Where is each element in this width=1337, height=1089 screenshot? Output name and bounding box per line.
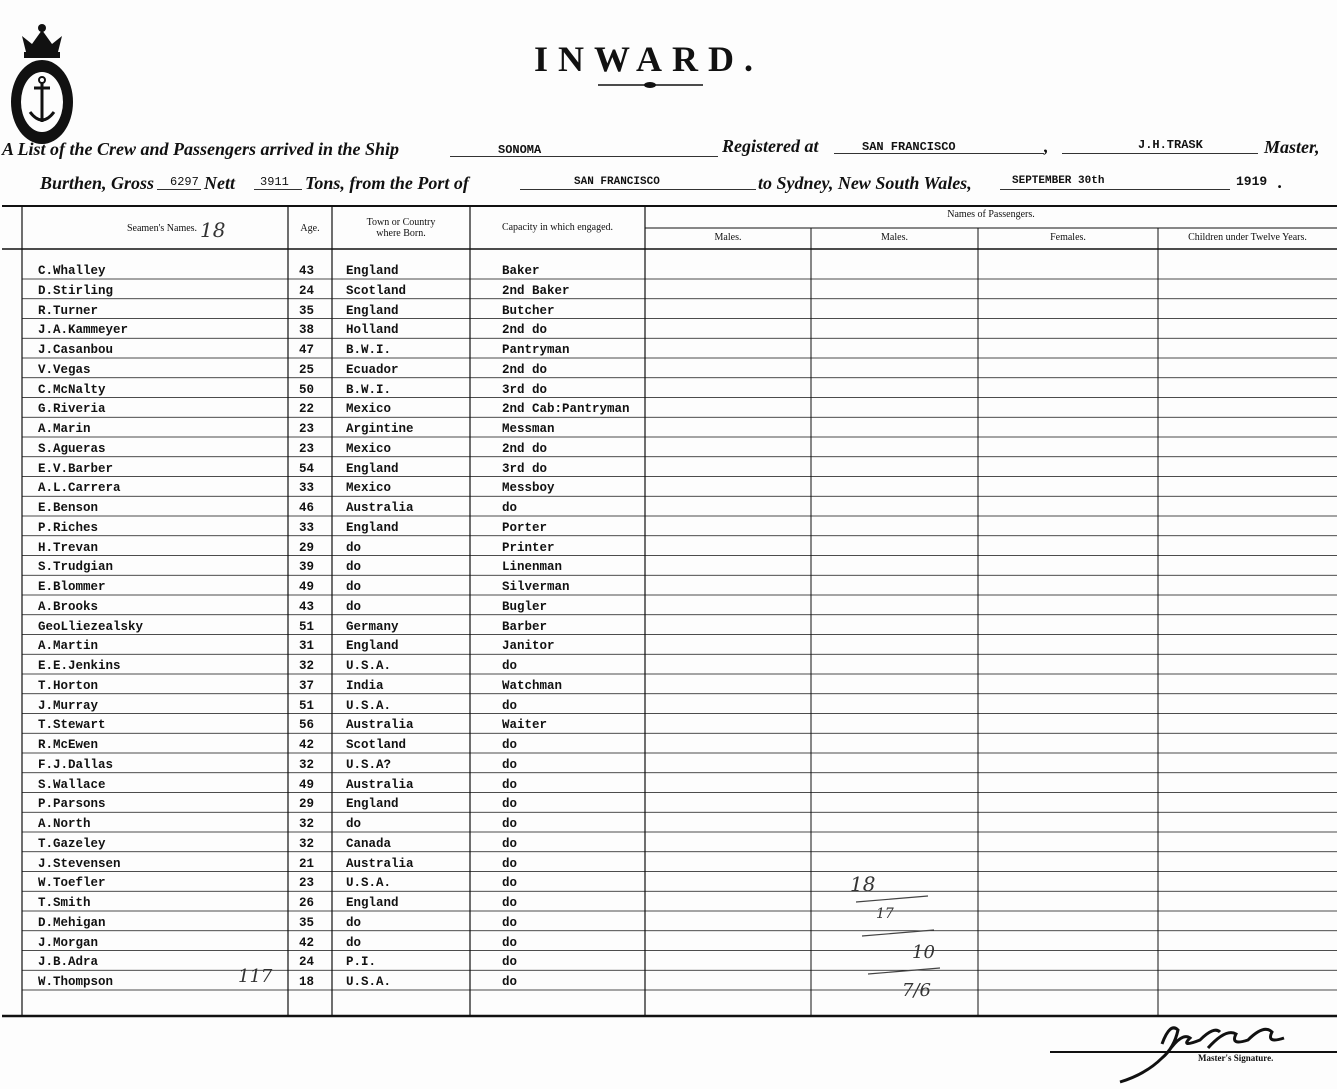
crew-row <box>2 481 1337 501</box>
crew-capacity: Barber <box>502 619 548 634</box>
crew-row <box>2 936 1337 956</box>
crew-age: 29 <box>299 797 315 812</box>
crew-born: England <box>346 264 399 278</box>
crew-rows <box>2 204 1337 1018</box>
crew-capacity: do <box>502 817 518 831</box>
crew-row <box>2 323 1337 343</box>
crew-born: do <box>346 599 362 614</box>
crew-row <box>2 343 1337 363</box>
crew-capacity: do <box>502 836 518 851</box>
crew-row <box>2 580 1337 600</box>
crew-age: 39 <box>299 560 315 575</box>
crew-name: A.Brooks <box>38 599 99 614</box>
col-header-children: Children under Twelve Years. <box>1188 232 1307 243</box>
crew-row <box>2 521 1337 541</box>
crew-row <box>2 442 1337 462</box>
master-name-value: J.H.TRASK <box>1138 138 1203 152</box>
col-header-males-2: Males. <box>881 232 908 243</box>
crew-age: 50 <box>299 382 315 397</box>
ship-name-line <box>450 142 718 157</box>
crew-name: D.Mehigan <box>38 915 106 930</box>
crew-capacity: Janitor <box>502 639 555 654</box>
crew-age: 32 <box>299 817 315 831</box>
crew-age: 22 <box>299 402 315 417</box>
crew-row <box>2 541 1337 561</box>
crew-born: Canada <box>346 836 392 851</box>
crew-name: V.Vegas <box>38 362 91 377</box>
crew-capacity: 2nd do <box>502 323 548 338</box>
crew-row <box>2 758 1337 778</box>
crew-row <box>2 916 1337 936</box>
col-header-seamen-names: Seamen's Names. <box>126 223 198 234</box>
pencil-tally-1: 18 <box>850 872 876 896</box>
crew-name: A.Marin <box>38 422 91 436</box>
crew-born: Mexico <box>346 402 392 417</box>
crew-name: E.E.Jenkins <box>38 659 121 673</box>
crew-table <box>2 204 1337 1018</box>
crew-age: 26 <box>299 896 315 910</box>
crew-name: T.Gazeley <box>38 836 106 851</box>
crew-age: 56 <box>299 718 315 733</box>
crew-capacity: do <box>502 975 518 989</box>
crew-capacity: Linenman <box>502 560 563 575</box>
date-value: SEPTEMBER 30th <box>1012 175 1105 187</box>
header-list-label: A List of the Crew and Passengers arrived in the Ship <box>2 139 400 159</box>
col-header-females: Females. <box>1050 232 1086 243</box>
crew-capacity: 2nd Cab:Pantryman <box>502 402 630 417</box>
crew-age: 32 <box>299 757 315 772</box>
crew-row <box>2 560 1337 580</box>
registered-comma: , <box>1044 136 1049 156</box>
crew-row <box>2 422 1337 442</box>
registered-label: Registered at <box>722 136 819 156</box>
crew-capacity: Pantryman <box>502 343 570 357</box>
crew-born: England <box>346 797 399 812</box>
ship-name-value: SONOMA <box>498 143 542 157</box>
col-header-age: Age. <box>300 223 320 234</box>
crew-age: 33 <box>299 520 315 535</box>
crew-capacity: do <box>502 856 518 871</box>
crew-born: Ecuador <box>346 362 399 377</box>
crew-row <box>2 955 1337 975</box>
crew-row <box>2 778 1337 798</box>
pencil-count-header: 18 <box>200 218 226 242</box>
crew-born: England <box>346 303 399 318</box>
crew-name: E.Blommer <box>38 580 106 594</box>
crew-capacity: do <box>502 955 518 970</box>
crew-name: C.Whalley <box>38 264 106 278</box>
crew-born: Australia <box>346 777 414 792</box>
crew-age: 43 <box>299 599 315 614</box>
crew-capacity: do <box>502 757 518 772</box>
crew-row <box>2 659 1337 679</box>
crew-born: U.S.A. <box>346 659 392 673</box>
crew-row <box>2 304 1337 324</box>
crew-age: 51 <box>299 619 315 634</box>
crew-name: F.J.Dallas <box>38 757 114 772</box>
crew-age: 54 <box>299 461 315 476</box>
pencil-count-bottom: 117 <box>238 966 273 987</box>
nett-label: Nett <box>204 173 235 193</box>
crew-capacity: do <box>502 915 518 930</box>
crew-row <box>2 699 1337 719</box>
crew-age: 24 <box>299 283 315 298</box>
sydney-label: to Sydney, New South Wales, <box>758 173 972 193</box>
crew-born: P.I. <box>346 955 377 970</box>
crew-born: England <box>346 461 399 476</box>
crew-capacity: do <box>502 896 518 910</box>
pencil-tally-3: 10 <box>912 942 935 963</box>
crew-row <box>2 975 1337 995</box>
crew-name: A.North <box>38 817 91 831</box>
crew-born: Australia <box>346 501 414 515</box>
master-signature <box>1050 1018 1337 1089</box>
crew-name: J.Stevensen <box>38 856 121 871</box>
col-header-capacity: Capacity in which engaged. <box>501 222 614 233</box>
crew-name: T.Stewart <box>38 718 106 733</box>
crew-name: P.Parsons <box>38 797 106 812</box>
crew-capacity: Porter <box>502 520 548 535</box>
crew-row <box>2 462 1337 482</box>
crew-capacity: do <box>502 935 518 950</box>
crew-born: do <box>346 560 362 575</box>
crew-capacity: Baker <box>502 264 540 278</box>
crew-name: E.Benson <box>38 501 99 515</box>
crew-born: do <box>346 817 362 831</box>
crew-age: 32 <box>299 836 315 851</box>
crew-row <box>2 639 1337 659</box>
crew-born: Australia <box>346 718 414 733</box>
crew-capacity: 3rd do <box>502 382 548 397</box>
crew-born: Mexico <box>346 481 392 496</box>
crew-capacity: 2nd Baker <box>502 283 570 298</box>
crew-born: Mexico <box>346 441 392 456</box>
crew-age: 32 <box>299 659 315 673</box>
crew-age: 43 <box>299 264 315 278</box>
crew-name: R.McEwen <box>38 738 99 752</box>
crew-born: Holland <box>346 323 399 338</box>
crew-capacity: do <box>502 876 518 891</box>
crew-born: B.W.I. <box>346 343 392 357</box>
master-signature-label: Master's Signature. <box>1198 1053 1274 1063</box>
crew-capacity: do <box>502 797 518 812</box>
crew-age: 42 <box>299 738 315 752</box>
crew-born: Australia <box>346 856 414 871</box>
crew-row <box>2 738 1337 758</box>
crew-name: S.Trudgian <box>38 560 114 575</box>
crew-capacity: 2nd do <box>502 362 548 377</box>
crew-capacity: 3rd do <box>502 461 548 476</box>
crew-capacity: do <box>502 698 518 713</box>
crew-row <box>2 679 1337 699</box>
crew-born: England <box>346 639 399 654</box>
col-header-males-1: Males. <box>714 232 742 243</box>
crew-born: do <box>346 580 362 594</box>
year-period: . <box>1278 172 1283 192</box>
nett-value: 3911 <box>260 175 289 189</box>
crew-name: J.Morgan <box>38 935 99 950</box>
crew-born: Argintine <box>346 422 414 436</box>
crew-capacity: 2nd do <box>502 441 548 456</box>
crew-row <box>2 600 1337 620</box>
from-port-value: SAN FRANCISCO <box>574 176 660 188</box>
crew-age: 25 <box>299 362 315 377</box>
crew-name: P.Riches <box>38 520 99 535</box>
col-header-passengers: Names of Passengers. <box>947 209 1035 220</box>
crew-born: do <box>346 915 362 930</box>
crew-age: 23 <box>299 441 315 456</box>
crew-name: D.Stirling <box>38 283 114 298</box>
crew-born: Germany <box>346 619 399 634</box>
crew-name: W.Toefler <box>38 876 106 891</box>
gross-value: 6297 <box>170 175 199 189</box>
crew-name: A.L.Carrera <box>38 481 121 496</box>
crew-capacity: Printer <box>502 540 555 555</box>
crew-age: 24 <box>299 955 315 970</box>
crew-name: W.Thompson <box>38 975 114 989</box>
crew-capacity: Messboy <box>502 481 555 496</box>
crew-born: India <box>346 678 384 693</box>
crew-row <box>2 284 1337 304</box>
year-value: 1919 <box>1236 174 1268 189</box>
crew-born: U.S.A. <box>346 975 392 989</box>
crew-age: 23 <box>299 422 315 436</box>
crew-name: H.Trevan <box>38 540 99 555</box>
crew-age: 51 <box>299 698 315 713</box>
crew-name: T.Smith <box>38 896 91 910</box>
crew-capacity: Waiter <box>502 718 548 733</box>
crew-row <box>2 797 1337 817</box>
crew-age: 49 <box>299 777 315 792</box>
tons-label: Tons, from the Port of <box>305 173 469 193</box>
crew-name: J.Casanbou <box>38 343 114 357</box>
crew-born: Scotland <box>346 738 407 752</box>
crew-born: B.W.I. <box>346 382 392 397</box>
crew-name: J.Murray <box>38 698 99 713</box>
crew-born: U.S.A. <box>346 876 392 891</box>
crew-name: C.McNalty <box>38 382 106 397</box>
crew-born: do <box>346 540 362 555</box>
crew-age: 33 <box>299 481 315 496</box>
crew-age: 42 <box>299 935 315 950</box>
crew-name: S.Wallace <box>38 777 106 792</box>
crew-age: 47 <box>299 343 315 357</box>
crew-name: J.B.Adra <box>38 955 99 970</box>
burthen-label: Burthen, Gross <box>40 173 155 193</box>
crew-row <box>2 896 1337 916</box>
crew-born: England <box>346 896 399 910</box>
registered-port-value: SAN FRANCISCO <box>862 140 956 154</box>
crew-age: 31 <box>299 639 315 654</box>
crew-born: do <box>346 935 362 950</box>
crew-capacity: Butcher <box>502 303 555 318</box>
crew-capacity: Messman <box>502 422 555 436</box>
crew-name: R.Turner <box>38 303 99 318</box>
col-header-town-line2: where Born. <box>376 228 426 239</box>
title-ornament-rule <box>598 81 703 89</box>
crew-capacity: do <box>502 738 518 752</box>
crew-capacity: Silverman <box>502 580 570 594</box>
crew-born: U.S.A. <box>346 698 392 713</box>
crew-name: A.Martin <box>38 639 99 654</box>
crew-age: 23 <box>299 876 315 891</box>
crew-row <box>2 383 1337 403</box>
crew-row <box>2 817 1337 837</box>
crew-age: 46 <box>299 501 315 515</box>
col-header-town-line1: Town or Country <box>366 217 436 228</box>
pencil-tally-2: 17 <box>876 906 894 922</box>
crew-born: England <box>346 520 399 535</box>
crew-born: Scotland <box>346 283 407 298</box>
crew-row <box>2 363 1337 383</box>
pencil-tally-4: 7/6 <box>902 980 931 1001</box>
page-title: INWARD. <box>533 39 763 79</box>
crew-name: E.V.Barber <box>38 461 114 476</box>
crew-row <box>2 264 1337 284</box>
crew-row <box>2 402 1337 422</box>
crew-age: 38 <box>299 323 315 338</box>
crew-row <box>2 876 1337 896</box>
crew-capacity: do <box>502 659 518 673</box>
crew-age: 37 <box>299 678 315 693</box>
crew-age: 35 <box>299 303 315 318</box>
crew-capacity: do <box>502 777 518 792</box>
crew-name: S.Agueras <box>38 441 106 456</box>
crew-name: T.Horton <box>38 678 99 693</box>
crew-capacity: Watchman <box>502 678 563 693</box>
crew-row <box>2 620 1337 640</box>
crew-row <box>2 501 1337 521</box>
crew-born: U.S.A? <box>346 757 392 772</box>
crew-name: GeoLliezealsky <box>38 619 144 634</box>
crew-row <box>2 837 1337 857</box>
crew-age: 49 <box>299 580 315 594</box>
crew-age: 18 <box>299 975 315 989</box>
crew-capacity: do <box>502 501 518 515</box>
crew-capacity: Bugler <box>502 599 548 614</box>
crew-row <box>2 718 1337 738</box>
pencil-tally-strokes <box>852 894 942 1004</box>
crew-age: 29 <box>299 540 315 555</box>
crew-age: 35 <box>299 915 315 930</box>
crew-name: J.A.Kammeyer <box>38 323 129 338</box>
crew-age: 21 <box>299 856 315 871</box>
crew-row <box>2 857 1337 877</box>
crew-name: G.Riveria <box>38 402 106 417</box>
master-label: Master, <box>1264 137 1320 157</box>
